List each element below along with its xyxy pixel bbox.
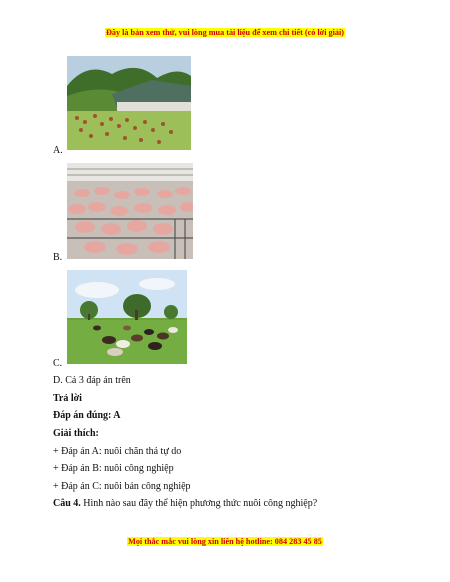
- explanation-item: + Đáp án A: nuôi chăn thả tự do: [53, 446, 182, 457]
- option-d-text: D. Cả 3 đáp án trên: [53, 375, 131, 386]
- explanation-heading: Giải thích:: [53, 428, 99, 439]
- free-range-chickens-photo: [67, 56, 191, 150]
- explanation-item: + Đáp án B: nuôi công nghiệp: [53, 463, 174, 474]
- option-b-label: B.: [53, 252, 63, 263]
- hotline-text: Mọi thắc mắc vui lòng xin liên hệ hotline: 084 283 45 85: [128, 537, 322, 546]
- indoor-pig-farm-photo: [67, 163, 193, 259]
- preview-notice-text: Đây là bản xem thử, vui lòng mua tài liệu để xem chi tiết (có lời giải): [105, 28, 344, 37]
- next-question: [53, 498, 317, 510]
- hotline-banner: [0, 537, 450, 546]
- grazing-cattle-photo: [67, 270, 187, 364]
- correct-answer: Đáp án đúng: A: [53, 410, 121, 421]
- option-a-label: A.: [53, 145, 63, 156]
- option-c-label: C.: [53, 358, 63, 369]
- explanation-item: + Đáp án C: nuôi bán công nghiệp: [53, 481, 191, 492]
- question-number: Câu 4.: [53, 498, 81, 509]
- answer-heading: Trả lời: [53, 393, 82, 404]
- preview-notice-banner: [0, 28, 450, 37]
- question-text: Hình nào sau đây thể hiện phương thức nuôi công nghiệp?: [80, 498, 318, 509]
